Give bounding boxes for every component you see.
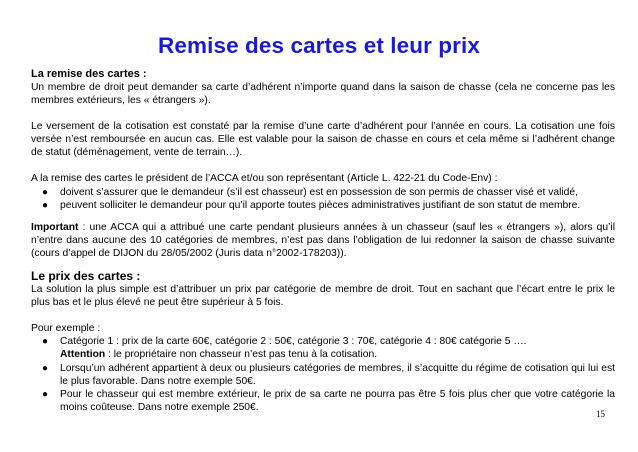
section-heading-prix: Le prix des cartes : (31, 269, 141, 284)
attention-label: Attention (60, 349, 106, 361)
bullet-icon: ● (42, 186, 49, 198)
paragraph-example-intro: Pour exemple : (31, 323, 101, 335)
document-body (31, 68, 615, 414)
bullet-icon: ● (42, 336, 49, 348)
page-title: Remise des cartes et leur prix (158, 33, 480, 58)
paragraph-remise-president: A la remise des cartes le président de l’ACCA et/ou son représentant (Article L. 422-21 du Code-Env) : (31, 173, 498, 185)
prix-bullet-list (31, 335, 615, 414)
remise-bullet-list (31, 186, 615, 212)
bullet-icon: ● (42, 362, 49, 374)
list-item: ● Pour le chasseur qui est membre extérieur, le prix de sa carte ne pourra pas être 5 fois plus cher que votre catégorie la moins coûteuse. Dans notre exemple 250€. (42, 388, 615, 413)
list-item: ● peuvent solliciter le demandeur pour qu’il apporte toutes pièces administratives justifiant de son statut de membre. (42, 199, 581, 211)
list-item: ● doivent s’assurer que le demandeur (s’il est chasseur) est en possession de son permis de chasser visé et validé, (42, 186, 578, 198)
list-item: ● Lorsqu’un adhérent appartient à deux ou plusieurs catégories de membres, il s’acquitte du régime de cotisation qui lui est le plus favorable. Dans notre exemple 50€. (42, 362, 615, 387)
list-item: ● Catégorie 1 : prix de la carte 60€, catégorie 2 : 50€, catégorie 3 : 70€, catégorie 4 : 80€ catégorie 5 …. Attention : le propriétaire non chasseur n’est pas tenu à la cotisation. (42, 336, 527, 361)
paragraph-versement: Le versement de la cotisation est constaté par la remise d’une carte d’adhérent pour l’année en cours. La cotisation une fois versée n’est remboursée en aucun cas. Elle est valable pour la saison de chasse en cours et cela même si l’adhérent change de statut (déménagement, vente de terrain…). (31, 121, 615, 159)
paragraph-membre-droit: Un membre de droit peut demander sa carte d’adhérent n’importe quand dans la saison de chasse (cela ne concerne pas les membres extérieurs, les « étrangers »). (31, 82, 615, 107)
section-heading-remise: La remise des cartes : (31, 68, 147, 80)
page-number: 15 (596, 409, 605, 419)
paragraph-important: Important : une ACCA qui a attribué une carte pendant plusieurs années à un chasseur (sauf les « étrangers »), alors qu’il n’entre dans aucune des 10 catégories de membres, n’est pas dans l’obligation de lui redonner la saison de chasse suivante (cours d’appel de DIJON du 28/05/2002 (Juris data n°2002-178203)). (31, 221, 615, 259)
bullet-icon: ● (42, 199, 49, 211)
important-label: Important (31, 221, 79, 233)
bullet-icon: ● (42, 388, 49, 400)
paragraph-solution: La solution la plus simple est d’attribuer un prix par catégorie de membre de droit. Tout en sachant que l’écart entre le prix le plus bas et le plus élevé ne peut être supérieur à 5 fois. (31, 284, 615, 309)
